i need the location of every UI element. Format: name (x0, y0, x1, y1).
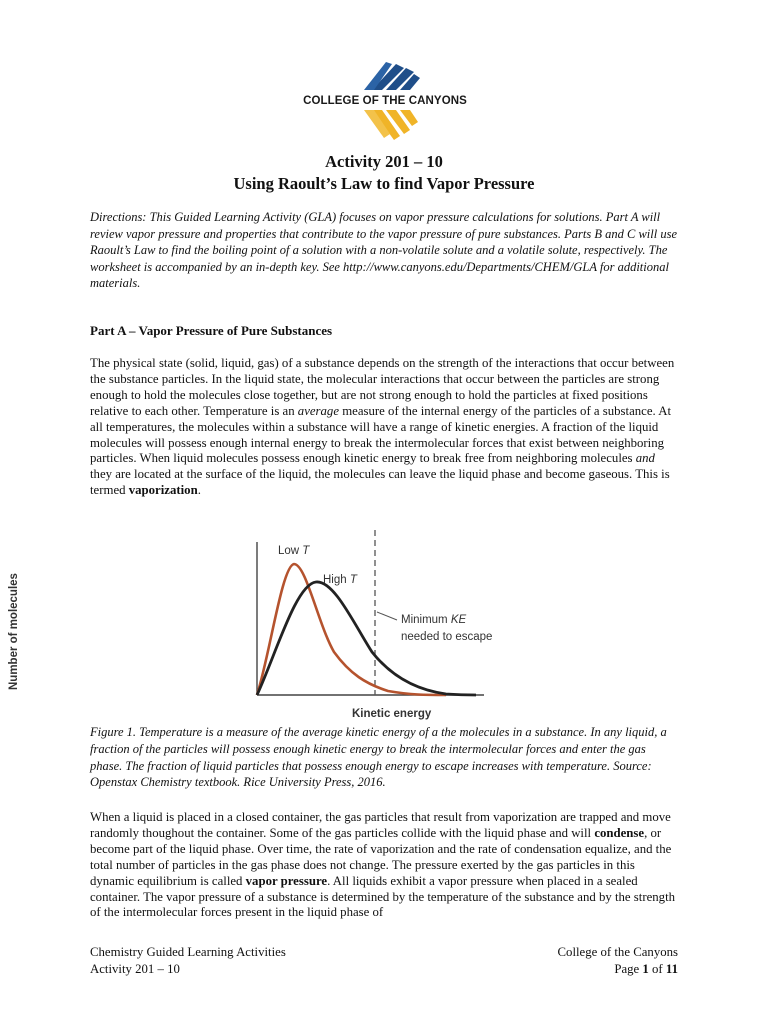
italic-symbol: KE (450, 614, 467, 626)
page-title: Using Raoult’s Law to find Vapor Pressure (233, 174, 535, 193)
emphasis-average: average (297, 403, 340, 418)
y-axis-label: Number of molecules (8, 573, 20, 690)
text-run: . All liquids exhibit a vapor pressure when placed in a sealed container. The vapor pressure of a substance is determined by the temperature of the substance and by the strength of the intermolecular forces present in the liquid phase of (90, 873, 676, 920)
x-axis-label: Kinetic energy (352, 708, 432, 720)
low-t-label: Low T (278, 545, 310, 557)
page-current: 1 (642, 962, 649, 976)
term-vapor-pressure: vapor pressure (245, 873, 328, 888)
college-logo (300, 56, 470, 142)
text-run: they are located at the surface of the liquid, the molecules can leave the liquid phase and become gaseous. This is termed (90, 467, 670, 498)
italic-symbol: T (349, 574, 357, 586)
term-vaporization: vaporization (128, 483, 198, 498)
text-run: , or become part of the liquid phase. Over time, the rate of vaporization and the rate of condensation equalize, and the total number of particles in the gas phase does not change. The pressure exerted by the gas particles in this dynamic equilibrium is called (90, 825, 672, 888)
vapor-pressure-paragraph (90, 810, 680, 921)
page-of: of (652, 962, 663, 976)
footer-course: Chemistry Guided Learning Activities (90, 945, 286, 959)
page-number (558, 961, 678, 978)
text-run: measure of the internal energy of the particles of a substance. At all temperatures, the molecules within a substance will have a range of kinetic energies. A fraction of the liquid molecules will possess enough internal energy to break the intermolecular forces that exist between neighboring particles. When liquid molecules possess enough kinetic energy to break free from neighboring molecules (90, 403, 672, 466)
footer-right (558, 944, 678, 978)
logo-text: COLLEGE OF THE CANYONS (300, 94, 470, 108)
vaporization-paragraph (90, 356, 680, 499)
minimum-ke-pointer (377, 612, 397, 620)
term-condense: condense (594, 825, 645, 840)
footer-college: College of the Canyons (557, 945, 678, 959)
directions-paragraph: Directions: This Guided Learning Activity (GLA) focuses on vapor pressure calculations for solutions. Part A will review vapor pressure and properties that contribute to the vapor pressure of pure substances. Parts B and C will use Raoult’s Law to find the boiling point of a solution with a non-volatile solute and a volatile solute, respectively. The worksheet is accompanied by an in-depth key. See http://www.canyons.edu/Departments/CHEM/GLA for additional materials. (90, 210, 677, 291)
footer-left (90, 944, 286, 978)
part-a-heading: Part A – Vapor Pressure of Pure Substances (90, 323, 333, 338)
activity-number: Activity 201 – 10 (325, 152, 443, 171)
page-total: 11 (665, 962, 678, 976)
text-run: . (197, 483, 201, 498)
footer-activity: Activity 201 – 10 (90, 962, 180, 976)
italic-symbol: T (302, 545, 310, 557)
emphasis-and: and (635, 451, 655, 466)
min-ke-label-line2: needed to escape (401, 631, 493, 643)
kinetic-energy-figure (226, 524, 526, 724)
text-run: The physical state (solid, liquid, gas) of a substance depends on the strength of the interactions that occur between the substance particles. In the liquid state, the molecular interactions that occur between the particles are strong enough to hold the molecules close together, but are not strong enough to hold the particles at fixed positions relative to each other. Temperature is an (90, 356, 675, 418)
page-word: Page (614, 962, 640, 976)
high-t-label: High T (323, 574, 357, 586)
min-ke-label-line1: Minimum KE (401, 614, 467, 626)
figure-caption: Figure 1. Temperature is a measure of the average kinetic energy of a the molecules in a substance. In any liquid, a fraction of the particles will possess enough kinetic energy to break the intermolecular forces and enter the gas phase. The fraction of liquid particles that possess enough energy to escape increases with temperature. Source: Openstax Chemistry textbook. Rice University Press, 2016. (90, 725, 667, 790)
text-run: When a liquid is placed in a closed container, the gas particles that result from vaporization are trapped and move randomly thoughout the container. Some of the gas particles collide with the liquid phase and will (90, 810, 671, 840)
